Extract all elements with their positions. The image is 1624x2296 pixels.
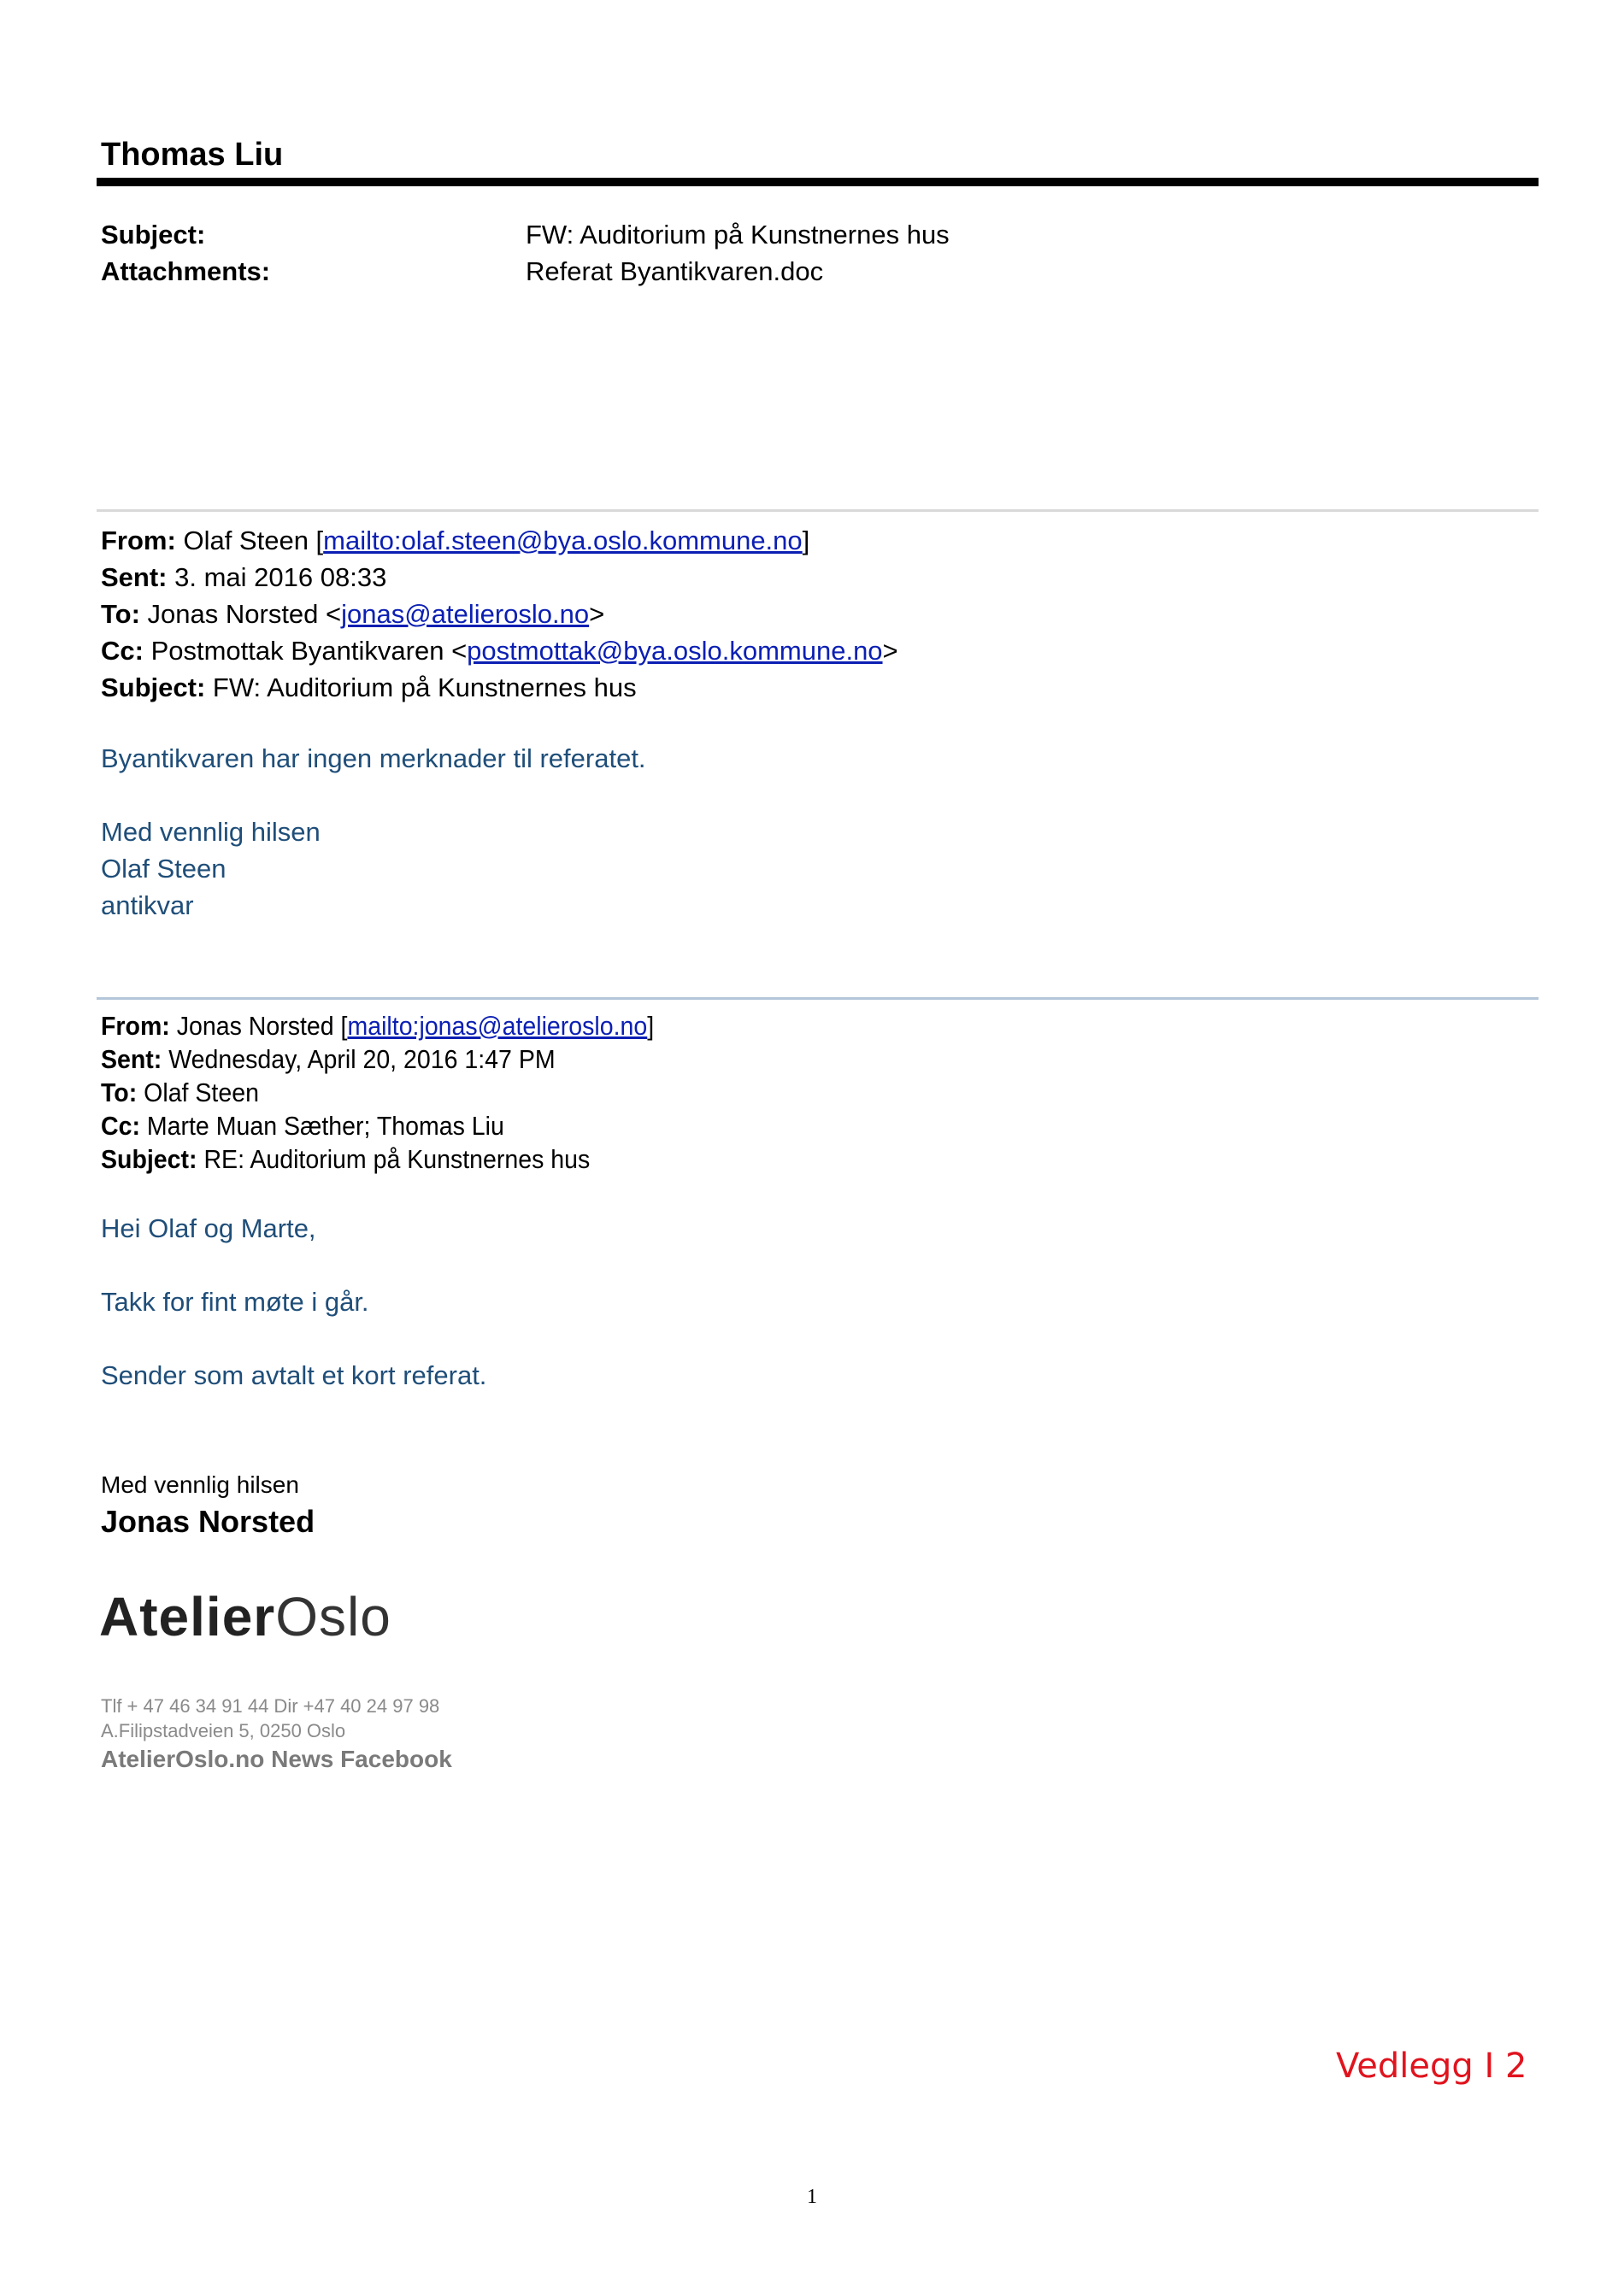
email1-cc-label: Cc:	[101, 636, 144, 666]
email-separator	[97, 997, 1539, 1000]
email1-from-label: From:	[101, 526, 176, 555]
attachment-stamp: Vedlegg I 2	[1336, 2046, 1527, 2086]
email2-sig-name: Jonas Norsted	[101, 1504, 315, 1539]
email2-subject-label: Subject:	[101, 1144, 197, 1174]
owner-rule	[97, 178, 1539, 186]
attachment-file-link[interactable]: Referat Byantikvaren.doc	[526, 256, 824, 286]
email2-body-line: Takk for fint møte i går.	[101, 1287, 369, 1317]
email1-from-name: Olaf Steen [	[183, 526, 324, 555]
email2-from-link[interactable]: mailto:jonas@atelieroslo.no	[347, 1011, 648, 1041]
email1-from-link[interactable]: mailto:olaf.steen@bya.oslo.kommune.no	[323, 526, 803, 555]
email1-from-close: ]	[802, 526, 810, 555]
email1-cc-close: >	[882, 636, 898, 666]
logo-light-part: Oslo	[275, 1586, 391, 1647]
email2-to-line	[101, 1076, 259, 1109]
email2-body-line: Hei Olaf og Marte,	[101, 1213, 316, 1243]
email1-to-line	[101, 596, 604, 632]
email1-subject-label: Subject:	[101, 672, 206, 702]
email1-from-line	[101, 522, 809, 559]
atelieroslo-logo	[99, 1585, 391, 1648]
email2-cc-label: Cc:	[101, 1111, 140, 1141]
email2-subject-line	[101, 1142, 590, 1176]
email2-to-value: Olaf Steen	[144, 1078, 259, 1107]
email1-sent-line	[101, 559, 386, 596]
email2-cc-value: Marte Muan Sæther; Thomas Liu	[146, 1111, 504, 1141]
email1-body-line: Byantikvaren har ingen merknader til referatet.	[101, 743, 646, 773]
email1-greeting: Med vennlig hilsen	[101, 817, 321, 847]
email2-from-close: ]	[647, 1011, 655, 1041]
email1-cc-name: Postmottak Byantikvaren <	[150, 636, 468, 666]
email1-sent-value: 3. mai 2016 08:33	[174, 562, 387, 592]
email1-cc-link[interactable]: postmottak@bya.oslo.kommune.no	[467, 636, 883, 666]
owner-name: Thomas Liu	[101, 137, 284, 173]
email2-sent-label: Sent:	[101, 1044, 162, 1074]
email2-subject-value: RE: Auditorium på Kunstnernes hus	[203, 1144, 591, 1174]
email2-from-label: From:	[101, 1011, 170, 1041]
page-number: 1	[807, 2186, 817, 2208]
email2-from-line	[101, 1009, 654, 1042]
email2-greeting: Med vennlig hilsen	[101, 1471, 299, 1498]
email1-subject-value: FW: Auditorium på Kunstnernes hus	[212, 672, 637, 702]
email-separator	[97, 509, 1539, 512]
logo-bold-part: Atelier	[99, 1586, 276, 1647]
email2-sent-value: Wednesday, April 20, 2016 1:47 PM	[168, 1044, 556, 1074]
email2-sent-line	[101, 1042, 556, 1076]
email1-subject-line	[101, 669, 637, 706]
header-subject-value: FW: Auditorium på Kunstnernes hus	[526, 220, 950, 250]
header-attachments-label: Attachments:	[101, 256, 271, 286]
email1-to-name: Jonas Norsted <	[147, 599, 342, 629]
email1-to-link[interactable]: jonas@atelieroslo.no	[341, 599, 590, 629]
email1-sent-label: Sent:	[101, 562, 168, 592]
signature-phone: Tlf + 47 46 34 91 44 Dir +47 40 24 97 98	[101, 1695, 440, 1717]
signature-links[interactable]: AtelierOslo.no News Facebook	[101, 1746, 452, 1772]
email2-from-name: Jonas Norsted [	[176, 1011, 348, 1041]
email1-sig-name: Olaf Steen	[101, 854, 227, 884]
email2-to-label: To:	[101, 1078, 138, 1107]
email1-to-close: >	[589, 599, 605, 629]
email2-body-line: Sender som avtalt et kort referat.	[101, 1360, 487, 1390]
email1-sig-title: antikvar	[101, 890, 194, 920]
signature-address: A.Filipstadveien 5, 0250 Oslo	[101, 1720, 346, 1741]
email2-cc-line	[101, 1109, 504, 1142]
header-subject-label: Subject:	[101, 220, 206, 250]
email1-cc-line	[101, 632, 898, 669]
email1-to-label: To:	[101, 599, 140, 629]
